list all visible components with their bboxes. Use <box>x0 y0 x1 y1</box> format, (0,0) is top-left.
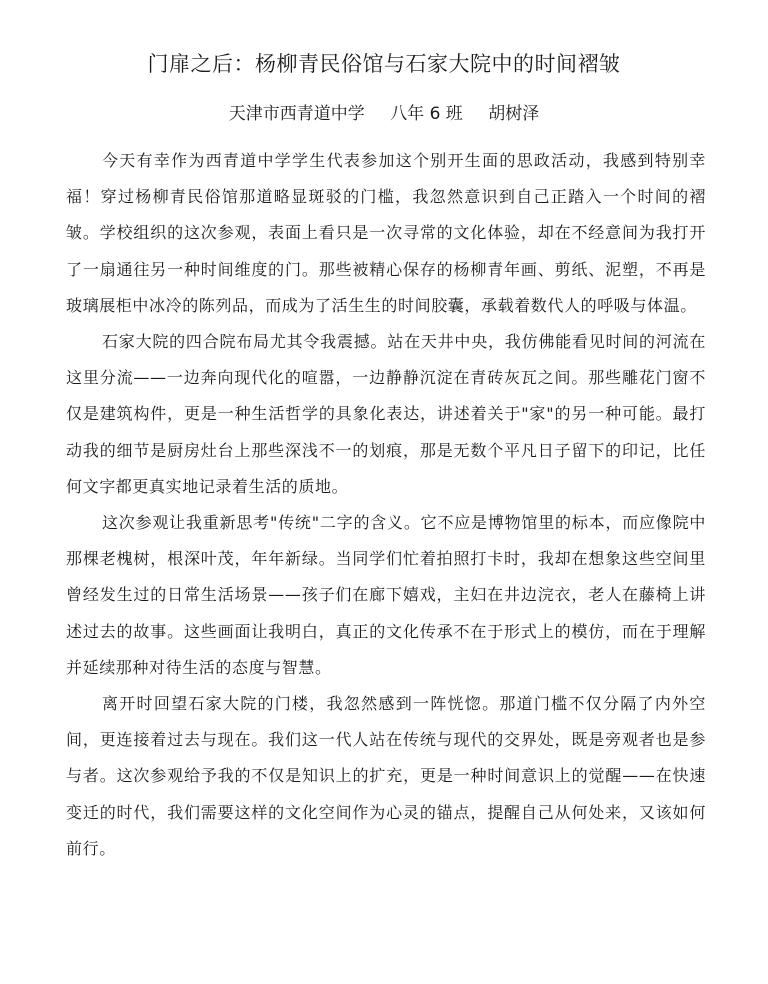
paragraph-4: 离开时回望石家大院的门楼，我忽然感到一阵恍惚。那道门槛不仅分隔了内外空间，更连接着过去与现在。我们这一代人站在传统与现代的交界处，既是旁观者也是参与者。这次参观给予我的不仅是知识上的扩充，更是一种时间意识上的觉醒——在快速变迁的时代，我们需要这样的文化空间作为心灵的锚点，提醒自己从何处来，又该如何前行。 <box>66 694 706 858</box>
byline <box>0 100 768 128</box>
paragraph-2: 石家大院的四合院布局尤其令我震撼。站在天井中央，我仿佛能看见时间的河流在这里分流——一边奔向现代化的喧嚣，一边静静沉淀在青砖灰瓦之间。那些雕花门窗不仅是建筑构件，更是一种生活哲学的具象化表达，讲述着关于"家"的另一种可能。最打动我的细节是厨房灶台上那些深浅不一的划痕，那是无数个平凡日子留下的印记，比任何文字都更真实地记录着生活的质地。 <box>66 332 706 496</box>
byline-school: 天津市西青道中学 <box>228 104 365 124</box>
paragraph-1: 今天有幸作为西青道中学学生代表参加这个别开生面的思政活动，我感到特别幸福！穿过杨柳青民俗馆那道略显斑驳的门槛，我忽然意识到自己正踏入一个时间的褶皱。学校组织的这次参观，表面上看只是一次寻常的文化体验，却在不经意间为我打开了一扇通往另一种时间维度的门。那些被精心保存的杨柳青年画、剪纸、泥塑，不再是玻璃展柜中冰冷的陈列品，而成为了活生生的时间胶囊，承载着数代人的呼吸与体温。 <box>66 151 706 315</box>
document-title: 门扉之后：杨柳青民俗馆与石家大院中的时间褶皱 <box>147 52 621 76</box>
byline-class: 八年 6 班 <box>390 104 463 124</box>
paragraph-3: 这次参观让我重新思考"传统"二字的含义。它不应是博物馆里的标本，而应像院中那棵老槐树，根深叶茂，年年新绿。当同学们忙着拍照打卡时，我却在想象这些空间里曾经发生过的日常生活场景——孩子们在廊下嬉戏，主妇在井边浣衣，老人在藤椅上讲述过去的故事。这些画面让我明白，真正的文化传承不在于形式上的模仿，而在于理解并延续那种对待生活的态度与智慧。 <box>66 513 706 677</box>
essay-body <box>66 143 706 867</box>
byline-author: 胡树泽 <box>488 104 540 124</box>
